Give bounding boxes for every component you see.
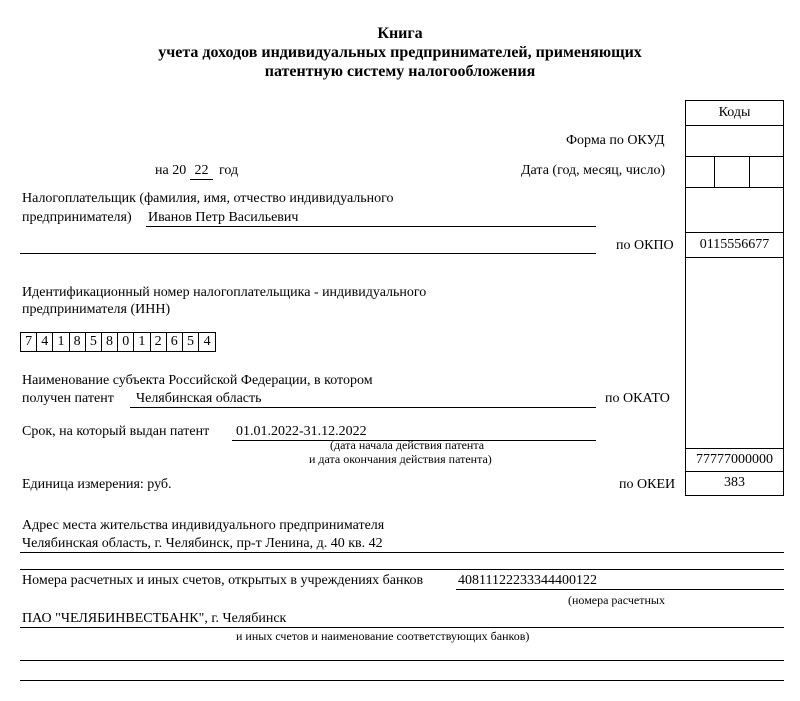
inn-digit: 2 [151, 333, 167, 351]
codes-header: Коды [685, 100, 784, 126]
date-cell-divider [749, 156, 750, 188]
inn-digit: 0 [118, 333, 134, 351]
inn-label: Идентификационный номер налогоплательщика - индивидуального [22, 285, 427, 300]
inn-digit: 8 [102, 333, 118, 351]
document-title: Книга [377, 25, 423, 42]
blank-line [20, 660, 784, 661]
region-label-line2: получен патент [22, 391, 114, 406]
document-title-line3: патентную систему налогообложения [264, 63, 536, 80]
bank-name[interactable]: ПАО "ЧЕЛЯБИНВЕСТБАНК", г. Челябинск [22, 611, 287, 626]
address-underline [20, 552, 784, 553]
term-note-line2: и дата окончания действия патента) [309, 452, 492, 466]
term-label: Срок, на который выдан патент [22, 424, 210, 439]
inn-digit: 1 [134, 333, 150, 351]
inn-digit: 1 [53, 333, 69, 351]
inn-digit: 5 [86, 333, 102, 351]
taxpayer-label-line2: предпринимателя) [22, 210, 132, 225]
inn-digit: 4 [203, 334, 211, 349]
account-underline [456, 589, 784, 590]
term-value[interactable]: 01.01.2022-31.12.2022 [236, 424, 367, 439]
accounts-top-line [20, 569, 784, 570]
okpo-label: по ОКПО [616, 238, 674, 253]
accounts-note-line2: и иных счетов и наименование соответствующих банков) [236, 629, 530, 643]
taxpayer-label: Налогоплательщик (фамилия, имя, отчество индивидуального [22, 191, 394, 206]
inn-digit: 7 [21, 333, 37, 351]
document-title-line2: учета доходов индивидуальных предпринимателей, применяющих [158, 44, 642, 61]
blank-line [20, 680, 784, 681]
taxpayer-name[interactable]: Иванов Петр Васильевич [148, 210, 299, 225]
accounts-note: (номера расчетных [568, 593, 665, 607]
inn-digit: 6 [167, 333, 183, 351]
inn-digit: 4 [37, 333, 53, 351]
account-number[interactable]: 40811122233344400122 [458, 573, 597, 588]
taxpayer-underline-2 [20, 253, 596, 254]
accounts-label: Номера расчетных и иных счетов, открытых в учреждениях банков [22, 573, 424, 588]
inn-digit: 5 [183, 333, 199, 351]
okei-label: по ОКЕИ [619, 477, 676, 492]
okato-label: по ОКАТО [605, 391, 670, 406]
year-prefix: на 20 [155, 163, 187, 178]
okud-code-cell[interactable] [685, 125, 784, 157]
date-code-cell[interactable] [685, 156, 784, 188]
date-label: Дата (год, месяц, число) [521, 163, 666, 178]
date-cell-divider [714, 156, 715, 188]
address-value[interactable]: Челябинская область, г. Челябинск, пр-т Ленина, д. 40 кв. 42 [22, 536, 383, 551]
bank-underline [20, 627, 784, 628]
region-label: Наименование субъекта Российской Федерации, в котором [22, 373, 373, 388]
inn-label-line2: предпринимателя (ИНН) [22, 302, 171, 317]
inn-boxes[interactable] [20, 332, 216, 352]
year-value[interactable]: 22 [190, 163, 213, 180]
region-value[interactable]: Челябинская область [136, 391, 262, 406]
okpo-code-cell[interactable]: 0115556677 [685, 232, 784, 258]
okei-code-cell[interactable]: 383 [685, 471, 784, 496]
inn-digit: 8 [70, 333, 86, 351]
okato-code-cell[interactable]: 77777000000 [685, 448, 784, 472]
unit-label: Единица измерения: руб. [22, 477, 172, 492]
region-underline [130, 407, 596, 408]
year-suffix: год [219, 163, 239, 178]
taxpayer-underline [146, 226, 596, 227]
okud-label: Форма по ОКУД [566, 133, 665, 148]
address-label: Адрес места жительства индивидуального предпринимателя [22, 518, 385, 533]
term-note: (дата начала действия патента [330, 438, 485, 452]
